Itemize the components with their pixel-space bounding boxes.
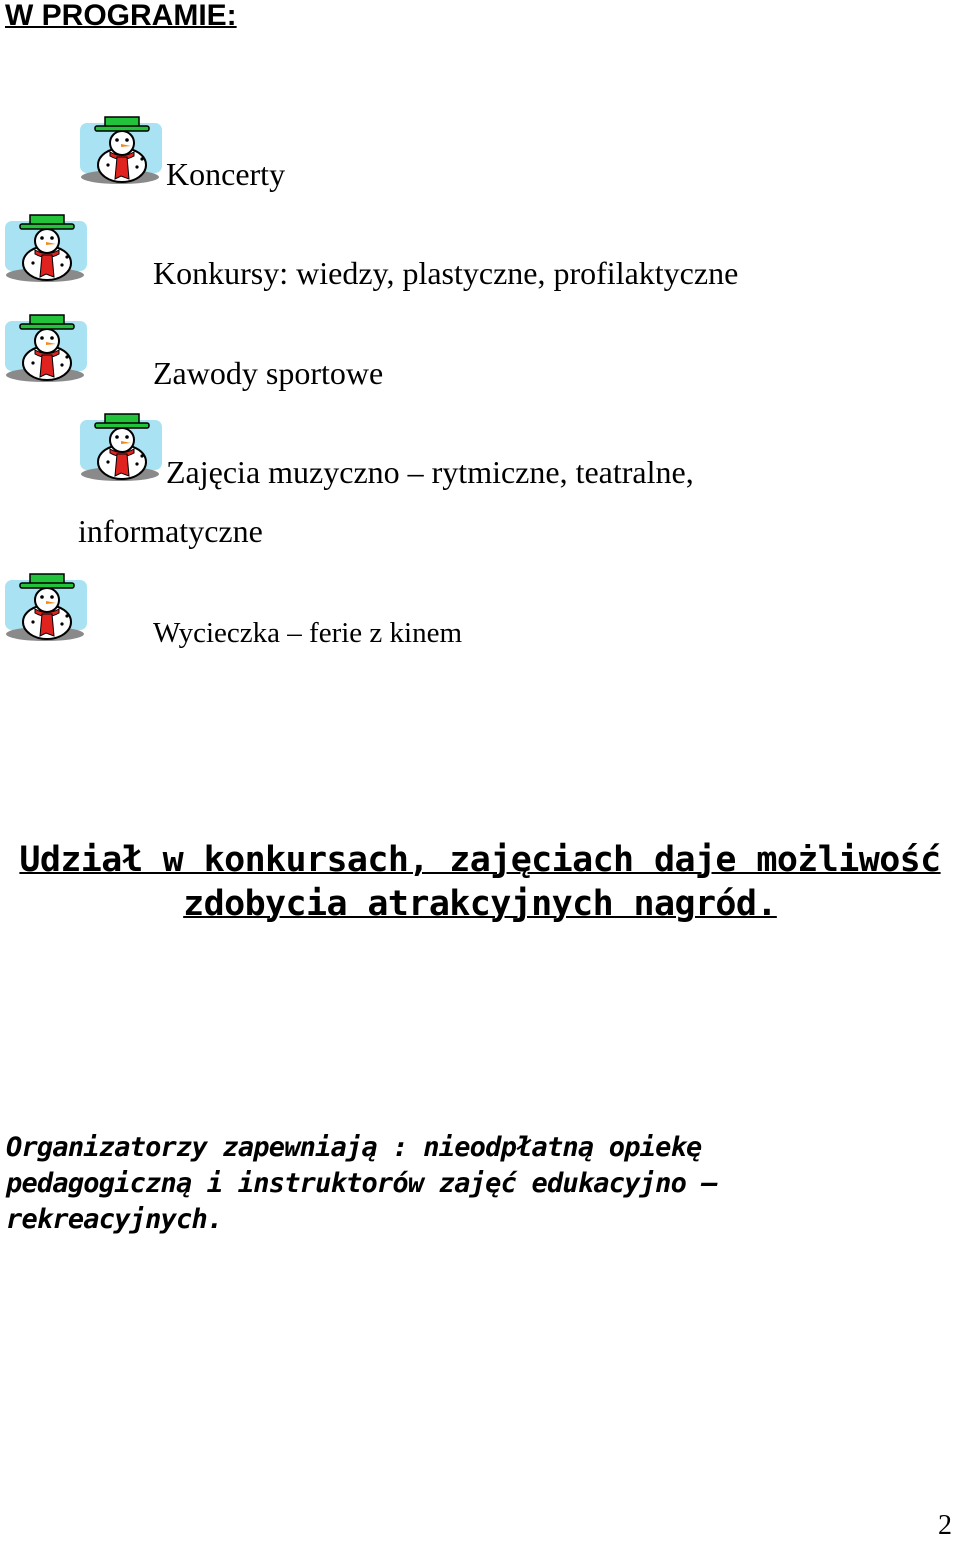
organizers-note (6, 1130, 956, 1238)
snowman-icon (5, 213, 87, 283)
organizers-note-line-3: rekreacyjnych. (6, 1204, 223, 1235)
page-heading: W PROGRAMIE: (5, 0, 237, 32)
program-item-classes: Zajęcia muzyczno – rytmiczne, teatralne, (166, 454, 694, 490)
program-item-trip: Wycieczka – ferie z kinem (153, 617, 463, 649)
program-item-classes-continued: informatyczne (78, 513, 263, 549)
prize-note (0, 838, 960, 926)
prize-note-line-1: Udział w konkursach, zajęciach daje możliwość (19, 840, 941, 880)
prize-note-line-2: zdobycia atrakcyjnych nagród. (183, 884, 777, 924)
program-item-concerts: Koncerty (166, 156, 286, 192)
program-item-sports: Zawody sportowe (153, 355, 384, 391)
organizers-note-line-1: Organizatorzy zapewniają : nieodpłatną opiekę (6, 1132, 702, 1163)
organizers-note-line-2: pedagogiczną i instruktorów zajęć edukacyjno – (6, 1168, 717, 1199)
program-item-contests: Konkursy: wiedzy, plastyczne, profilaktyczne (153, 255, 739, 291)
snowman-icon (80, 115, 162, 185)
snowman-icon (5, 572, 87, 642)
snowman-icon (5, 313, 87, 383)
page-number: 2 (938, 1510, 952, 1541)
snowman-icon (80, 412, 162, 482)
